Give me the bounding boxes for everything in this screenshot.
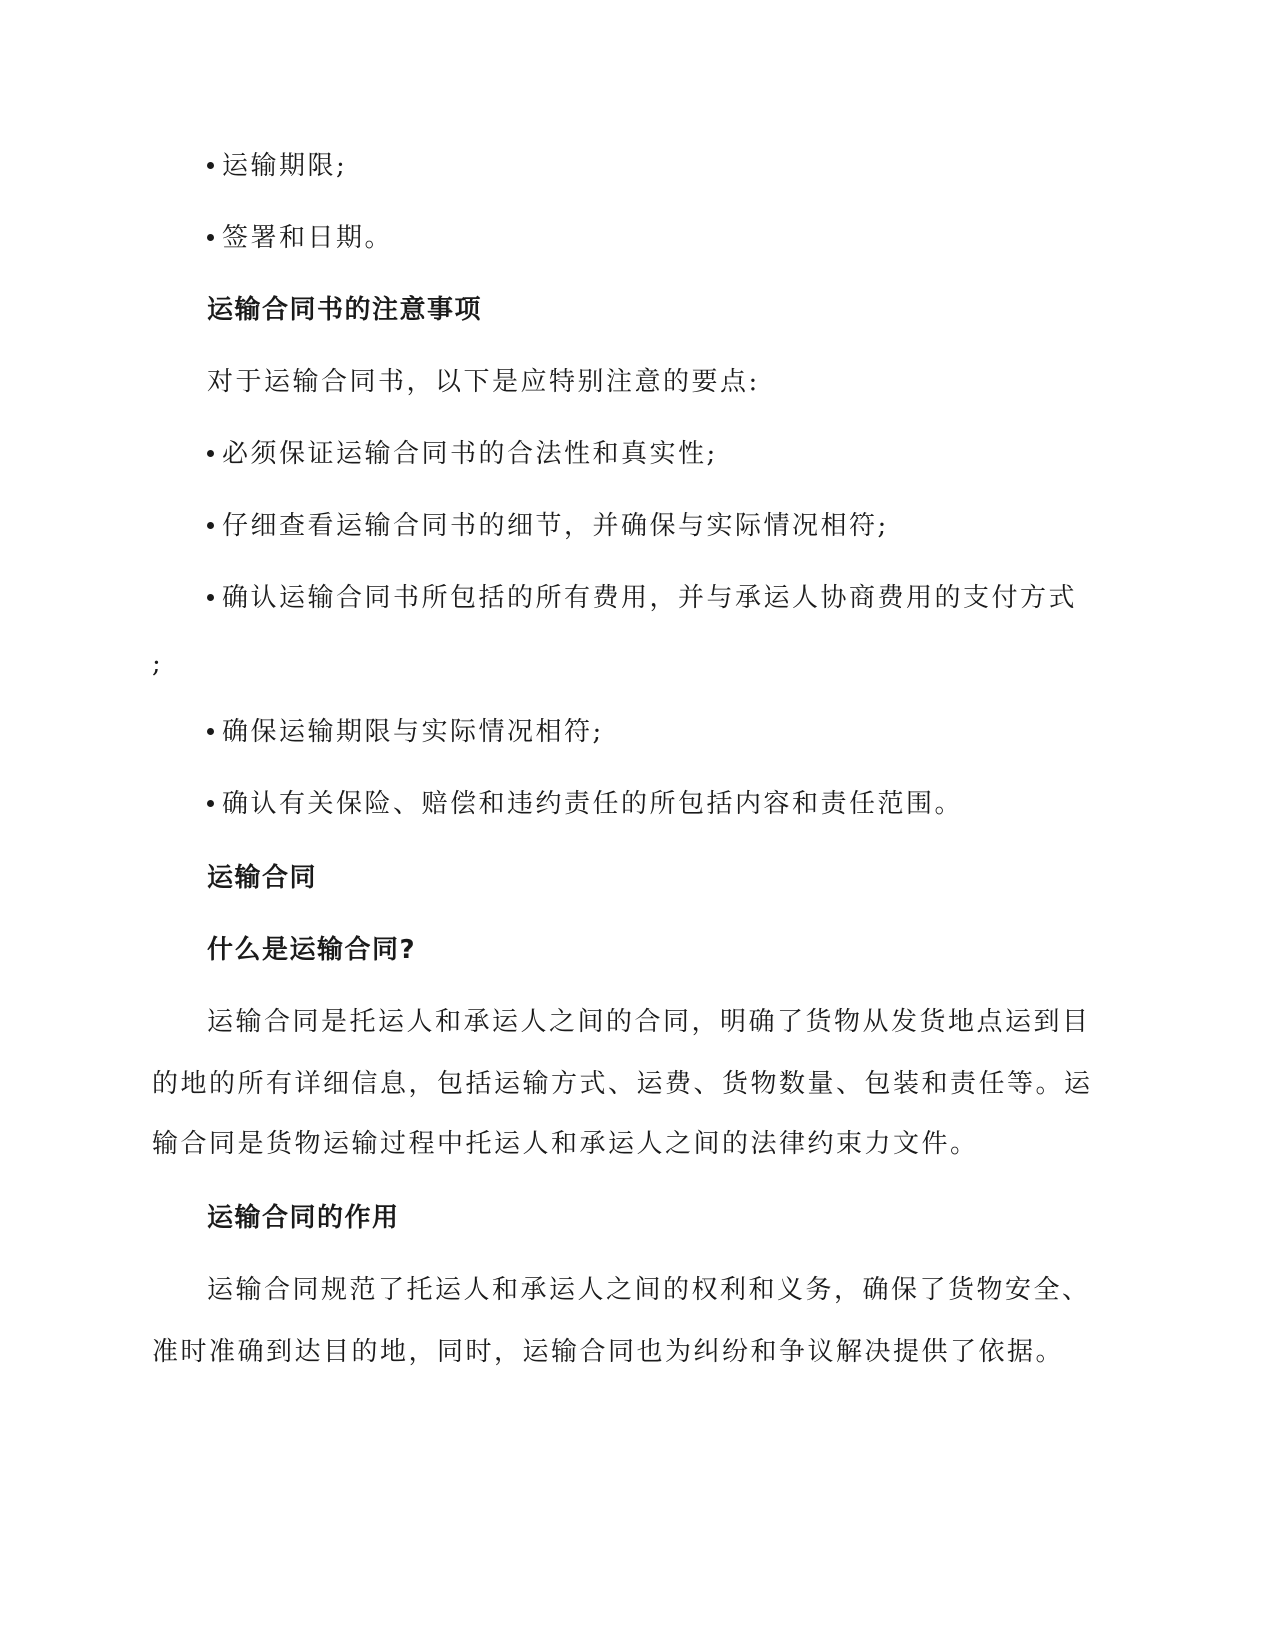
bullet-icon	[207, 594, 214, 601]
bullet-icon	[207, 800, 214, 807]
bullet-icon	[207, 162, 214, 169]
section-heading: 什么是运输合同?	[207, 935, 417, 965]
paragraph-line: 准时准确到达目的地，同时，运输合同也为纠纷和争议解决提供了依据。	[152, 1337, 1065, 1367]
section-heading: 运输合同	[207, 863, 318, 893]
paragraph: 对于运输合同书，以下是应特别注意的要点:	[207, 367, 760, 397]
bullet-icon	[207, 450, 214, 457]
list-item-text: 仔细查看运输合同书的细节，并确保与实际情况相符;	[222, 511, 889, 541]
list-item	[207, 714, 604, 750]
list-item-text: 运输期限;	[222, 151, 348, 181]
list-item	[207, 580, 1077, 616]
paragraph-line: 运输合同规范了托运人和承运人之间的权利和义务，确保了货物安全、	[207, 1275, 1091, 1305]
list-item-text: 确保运输期限与实际情况相符;	[222, 717, 604, 747]
list-item	[207, 220, 393, 256]
list-item-text: 必须保证运输合同书的合法性和真实性;	[222, 439, 718, 469]
list-item-text: 确认运输合同书所包括的所有费用，并与承运人协商费用的支付方式	[222, 583, 1078, 613]
list-item-text: 签署和日期。	[222, 223, 394, 253]
bullet-icon	[207, 522, 214, 529]
section-heading: 运输合同的作用	[207, 1203, 400, 1233]
list-item	[207, 786, 963, 822]
list-item-wrap: ;	[152, 649, 164, 679]
list-item	[207, 508, 889, 544]
list-item	[207, 436, 718, 472]
paragraph-line: 的地的所有详细信息，包括运输方式、运费、货物数量、包装和责任等。运	[152, 1069, 1093, 1099]
list-item-text: 确认有关保险、赔偿和违约责任的所包括内容和责任范围。	[222, 789, 964, 819]
section-heading: 运输合同书的注意事项	[207, 295, 483, 325]
list-item	[207, 148, 347, 184]
paragraph-line: 输合同是货物运输过程中托运人和承运人之间的法律约束力文件。	[152, 1129, 979, 1159]
bullet-icon	[207, 234, 214, 241]
paragraph-line: 运输合同是托运人和承运人之间的合同，明确了货物从发货地点运到目	[207, 1007, 1091, 1037]
bullet-icon	[207, 728, 214, 735]
